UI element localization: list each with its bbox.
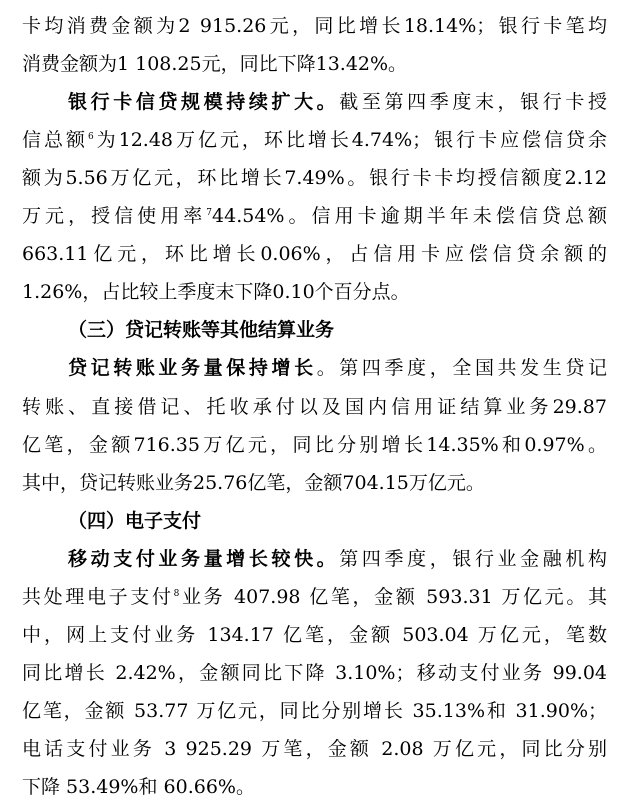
body-text-line: 电话支付业务 3 925.29 万笔，金额 2.08 万亿元，同比分别	[22, 738, 607, 760]
paragraph-line	[68, 90, 607, 114]
body-text-line: 中，网上支付业务 134.17 亿笔，金额 503.04 万亿元，笔数	[22, 624, 607, 646]
body-text: 第四季度，银行业金融机构	[339, 548, 607, 570]
footnote-marker: 6	[87, 132, 94, 142]
body-text-line: 1.26%，占比较上季度末下降0.10个百分点。	[22, 281, 410, 303]
body-text-line: 亿笔，金额716.35万亿元，同比分别增长14.35%和0.97%。	[22, 434, 607, 456]
body-text-line: 转账、直接借记、托收承付以及国内信用证结算业务29.87	[22, 396, 607, 418]
body-text-line: 消费金额为1 108.25元，同比下降13.42%。	[22, 53, 408, 75]
body-text-line: 额为5.56万亿元，环比增长7.49%。银行卡卡均授信额度2.12	[22, 167, 607, 189]
body-text: 44.54%。信用卡逾期半年未偿信贷总额	[212, 205, 607, 227]
paragraph-heading: 贷记转账业务量保持增长	[68, 357, 317, 379]
paragraph-heading: 银行卡信贷规模持续扩大。	[68, 91, 340, 113]
footnote-marker: 7	[206, 208, 213, 218]
body-text: 。第四季度，全国共发生贷记	[316, 357, 607, 379]
paragraph-heading: 移动支付业务量增长较快。	[68, 548, 340, 570]
paragraph-line	[68, 547, 607, 571]
section-heading: （三）贷记转账等其他结算业务	[68, 319, 335, 341]
paragraph-line	[22, 204, 607, 228]
body-text: 业务 407.98 亿笔，金额 593.31 万亿元。其	[179, 586, 607, 608]
footnote-marker: 8	[173, 589, 180, 599]
body-text-line: 卡均消费金额为2 915.26元，同比增长18.14%；银行卡笔均	[22, 15, 607, 37]
body-text: 信总额	[22, 129, 88, 151]
body-text: 共处理电子支付	[22, 586, 174, 608]
paragraph-line	[22, 128, 607, 152]
body-text: 截至第四季度末，银行卡授	[339, 91, 607, 113]
body-text: 为12.48万亿元，环比增长4.74%；银行卡应偿信贷余	[93, 129, 607, 151]
body-text-line: 亿笔，金额 53.77 万亿元，同比分别增长 35.13%和 31.90%；	[22, 700, 607, 722]
body-text-line: 下降 53.49%和 60.66%。	[22, 776, 255, 798]
paragraph-line	[68, 356, 607, 380]
body-text-line: 663.11亿元，环比增长0.06%，占信用卡应偿信贷余额的	[22, 243, 607, 265]
body-text: 万元，授信使用率	[22, 205, 207, 227]
section-heading: （四）电子支付	[68, 510, 202, 532]
body-text-line: 其中，贷记转账业务25.76亿笔，金额704.15万亿元。	[22, 472, 485, 494]
paragraph-line	[22, 585, 607, 609]
body-text-line: 同比增长 2.42%，金额同比下降 3.10%；移动支付业务 99.04	[22, 662, 607, 684]
